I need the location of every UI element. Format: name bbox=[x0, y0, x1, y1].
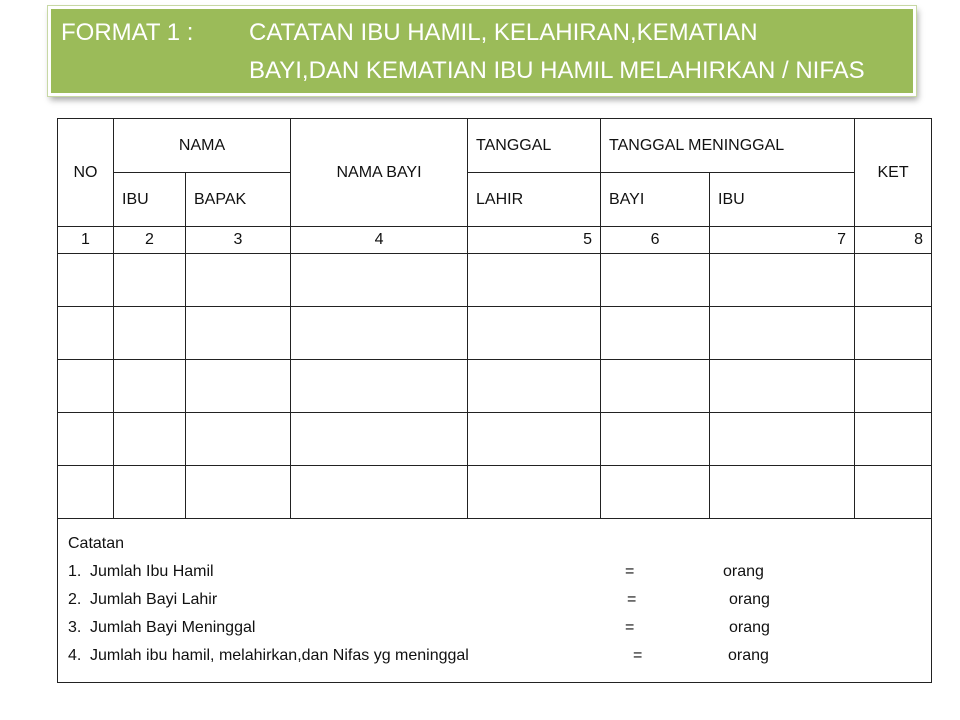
note-number: 4. bbox=[68, 646, 82, 664]
note-equals: = bbox=[625, 562, 635, 580]
col-number: 1 bbox=[58, 227, 114, 254]
table-cell[interactable] bbox=[468, 360, 601, 413]
note-text: Jumlah ibu hamil, melahirkan,dan Nifas yg meninggal bbox=[90, 646, 469, 664]
note-equals: = bbox=[627, 590, 637, 608]
table-cell[interactable] bbox=[114, 466, 186, 519]
table-row bbox=[58, 466, 932, 519]
note-item bbox=[68, 586, 921, 614]
note-item bbox=[68, 614, 921, 642]
table-cell[interactable] bbox=[855, 413, 932, 466]
table-cell[interactable] bbox=[855, 360, 932, 413]
note-equals: = bbox=[633, 646, 643, 664]
header-row-2 bbox=[58, 173, 932, 227]
note-unit: orang bbox=[729, 590, 770, 608]
note-number: 3. bbox=[68, 618, 82, 636]
note-text: Jumlah Ibu Hamil bbox=[90, 562, 214, 580]
table-cell[interactable] bbox=[710, 360, 855, 413]
column-number-row bbox=[58, 227, 932, 254]
table-cell[interactable] bbox=[291, 254, 468, 307]
table-cell[interactable] bbox=[58, 360, 114, 413]
header-tanggal-meninggal: TANGGAL MENINGGAL bbox=[601, 119, 855, 173]
col-number: 8 bbox=[855, 227, 932, 254]
notes-row bbox=[58, 519, 932, 683]
table-cell[interactable] bbox=[114, 360, 186, 413]
title-banner bbox=[48, 6, 916, 96]
table-cell[interactable] bbox=[291, 360, 468, 413]
header-tanggal: TANGGAL bbox=[468, 119, 601, 173]
table-cell[interactable] bbox=[710, 466, 855, 519]
note-unit: orang bbox=[723, 562, 764, 580]
table-cell[interactable] bbox=[601, 466, 710, 519]
table-cell[interactable] bbox=[855, 307, 932, 360]
header-nama: NAMA bbox=[114, 119, 291, 173]
table-cell[interactable] bbox=[601, 307, 710, 360]
table-cell[interactable] bbox=[710, 307, 855, 360]
col-number: 5 bbox=[468, 227, 601, 254]
table-cell[interactable] bbox=[468, 307, 601, 360]
note-text: Jumlah Bayi Lahir bbox=[90, 590, 218, 608]
note-item bbox=[68, 558, 921, 586]
table-row bbox=[58, 413, 932, 466]
header-no: NO bbox=[58, 119, 114, 227]
table-cell[interactable] bbox=[601, 360, 710, 413]
col-number: 7 bbox=[710, 227, 855, 254]
table-cell[interactable] bbox=[468, 466, 601, 519]
note-unit: orang bbox=[728, 646, 769, 664]
header-ket: KET bbox=[855, 119, 932, 227]
table-cell[interactable] bbox=[58, 413, 114, 466]
note-item bbox=[68, 642, 921, 670]
header-nama-bayi: NAMA BAYI bbox=[291, 119, 468, 227]
table-cell[interactable] bbox=[710, 254, 855, 307]
table-cell[interactable] bbox=[114, 254, 186, 307]
table-cell[interactable] bbox=[291, 307, 468, 360]
header-ibu: IBU bbox=[114, 173, 186, 227]
table-cell[interactable] bbox=[855, 466, 932, 519]
notes-section bbox=[58, 519, 932, 683]
table-cell[interactable] bbox=[710, 413, 855, 466]
col-number: 2 bbox=[114, 227, 186, 254]
header-bayi: BAYI bbox=[601, 173, 710, 227]
col-number: 6 bbox=[601, 227, 710, 254]
table-cell[interactable] bbox=[114, 413, 186, 466]
format-label: FORMAT 1 : bbox=[61, 19, 194, 46]
table-cell[interactable] bbox=[186, 360, 291, 413]
title-line-1: CATATAN IBU HAMIL, KELAHIRAN,KEMATIAN bbox=[249, 19, 758, 46]
table-cell[interactable] bbox=[186, 466, 291, 519]
table-cell[interactable] bbox=[855, 254, 932, 307]
note-number: 2. bbox=[68, 590, 82, 608]
notes-title: Catatan bbox=[68, 534, 125, 552]
table-cell[interactable] bbox=[114, 307, 186, 360]
table-cell[interactable] bbox=[58, 466, 114, 519]
table-row bbox=[58, 360, 932, 413]
header-ibu-meninggal: IBU bbox=[710, 173, 855, 227]
table-cell[interactable] bbox=[186, 254, 291, 307]
table-row bbox=[58, 307, 932, 360]
note-number: 1. bbox=[68, 562, 82, 580]
note-unit: orang bbox=[729, 618, 770, 636]
header-row-1 bbox=[58, 119, 932, 173]
note-text: Jumlah Bayi Meninggal bbox=[90, 618, 256, 636]
header-lahir: LAHIR bbox=[468, 173, 601, 227]
table-cell[interactable] bbox=[58, 307, 114, 360]
table-cell[interactable] bbox=[601, 254, 710, 307]
table-cell[interactable] bbox=[291, 413, 468, 466]
table-cell[interactable] bbox=[468, 254, 601, 307]
col-number: 3 bbox=[186, 227, 291, 254]
table-cell[interactable] bbox=[186, 307, 291, 360]
table-cell[interactable] bbox=[186, 413, 291, 466]
table-cell[interactable] bbox=[468, 413, 601, 466]
note-equals: = bbox=[625, 618, 635, 636]
title-line-2: BAYI,DAN KEMATIAN IBU HAMIL MELAHIRKAN / NIFAS bbox=[249, 57, 865, 84]
table-cell[interactable] bbox=[58, 254, 114, 307]
header-bapak: BAPAK bbox=[186, 173, 291, 227]
col-number: 4 bbox=[291, 227, 468, 254]
table-cell[interactable] bbox=[291, 466, 468, 519]
record-table bbox=[57, 118, 932, 683]
table-cell[interactable] bbox=[601, 413, 710, 466]
table-row bbox=[58, 254, 932, 307]
